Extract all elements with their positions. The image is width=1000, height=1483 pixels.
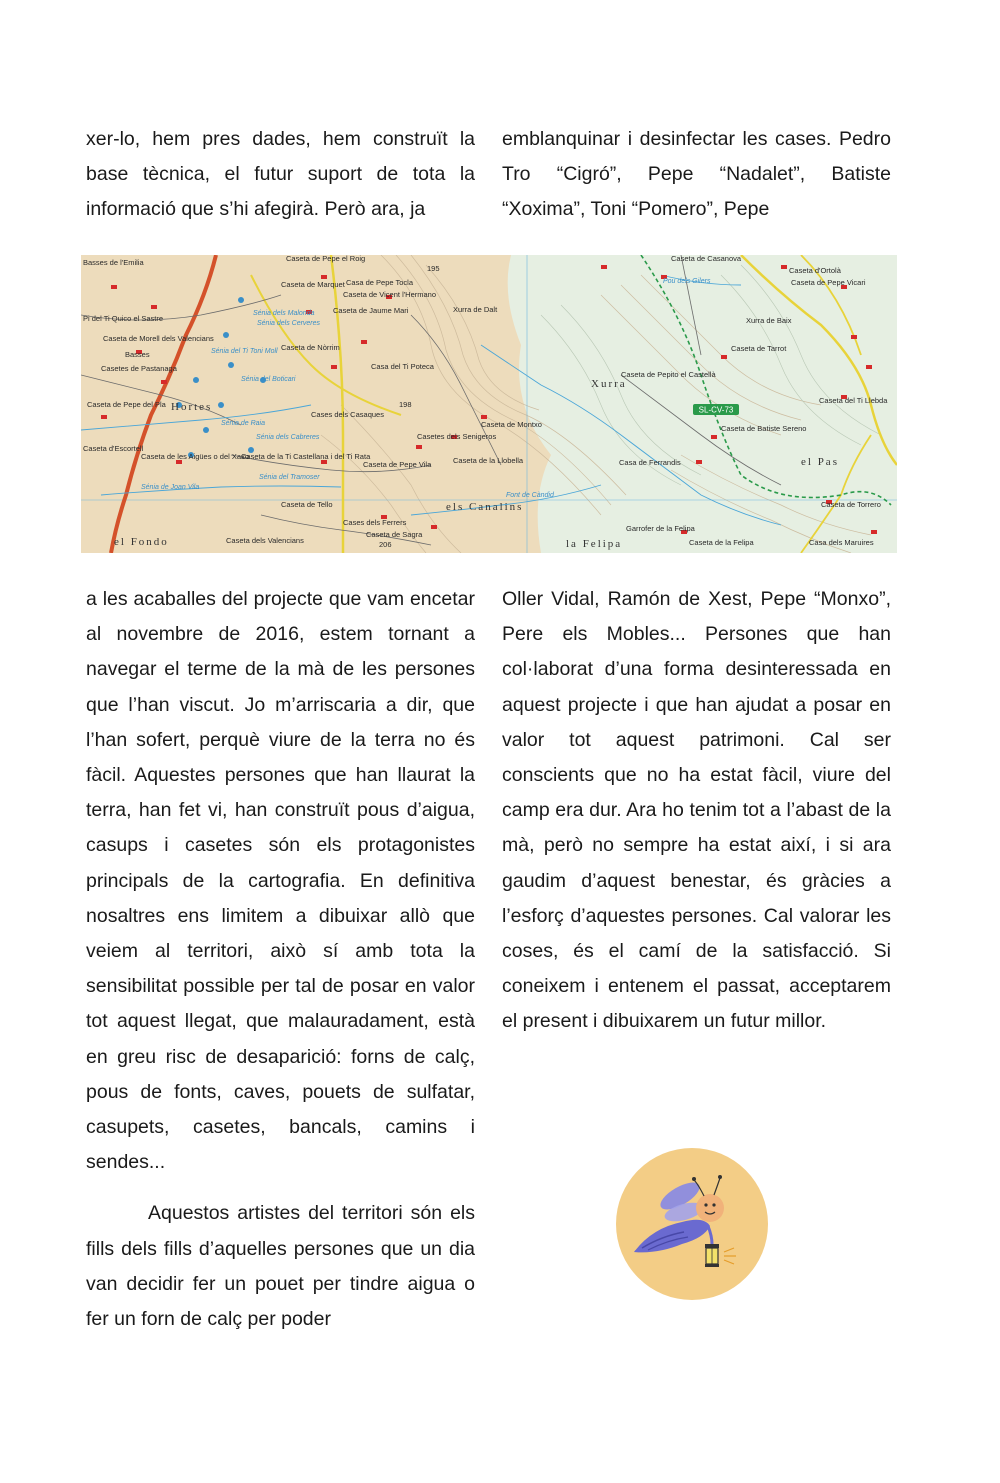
map-label: Sénia dels Malonda xyxy=(253,310,315,317)
map-label: Caseta de Marquet xyxy=(281,280,345,289)
text-column-top-right xyxy=(502,122,891,228)
map-label: Caseta d'Escortell xyxy=(83,444,144,453)
map-label: Caseta de Torrero xyxy=(821,500,881,509)
map-label: Sénia dels Cerveres xyxy=(257,320,321,327)
map-label: Sénia dels Cabreres xyxy=(256,434,320,441)
map-label: el Pas xyxy=(801,456,839,468)
firefly-logo-icon xyxy=(612,1144,772,1304)
paragraph: Oller Vidal, Ramón de Xest, Pepe “Monxo”, Pere els Mobles... Persones que han col·laborat d’una forma desinteressada en aquest projecte i que han ajudat a posar en valor tot aquest patrimoni. Cal ser conscients que no ha estat fàcil, viure del camp era dur. Ara ho tenim tot a l’abast de la mà, però no sempre ha estat així, i si ara gaudim d’aquest benestar, és gràcies a l’esforç d’aquestes persones. Cal valorar les coses, és el camí de la satisfacció. Si coneixem i entenem el passat, acceptarem el present i dibuixarem un futur millor. xyxy=(502,588,891,1033)
text-column-bottom-left xyxy=(86,582,475,1337)
map-label: Caseta de Tarrot xyxy=(731,344,787,353)
route-label: SL-CV-73 xyxy=(698,405,734,415)
map-label: Caseta de Montxo xyxy=(481,420,542,429)
map-label: Caseta de Sagra xyxy=(366,530,423,539)
map-label: Caseta de la Felipa xyxy=(689,538,754,547)
elevation-label: 195 xyxy=(427,264,440,273)
paragraph: emblanquinar i desinfectar les cases. Pedro Tro “Cigró”, Pepe “Nadalet”, Batiste “Xoxima”, Toni “Pomero”, Pepe xyxy=(502,128,891,221)
map-label: Cases dels Ferrers xyxy=(343,518,407,527)
map-label: Caseta de Jaume Mari xyxy=(333,306,409,315)
map-label: Pi del Ti Quico el Sastre xyxy=(83,314,164,323)
map-label: Caseta de Nòrrim xyxy=(281,343,340,352)
map-label: Sénia del Tramoser xyxy=(259,474,320,481)
map-label: Font de Càndid xyxy=(506,492,554,499)
map-label: Caseta de Batiste Sereno xyxy=(721,424,807,433)
map-label: Xurra xyxy=(591,378,627,390)
map-label: Sénia de Joan Vila xyxy=(141,484,200,491)
map-label: Caseta de Pepito el Castellà xyxy=(621,370,716,379)
map-label: Casa de Ferrandis xyxy=(619,458,681,467)
map-label: Hortes xyxy=(171,401,213,413)
map-label: Casa del Ti Poteca xyxy=(371,362,434,371)
map-label: Caseta de Pepe Vicari xyxy=(791,278,866,287)
paragraph: a les acaballes del projecte que vam encetar al novembre de 2016, estem tornant a navegar el terme de la mà de les persones que l’han viscut. Jo m’arriscaria a dir, que l’han sofert, perquè viure de la terra no és fàcil. Aquestes persones que han llaurat la terra, han fet vi, han construït pous d’aigua, casups i casetes són els protagonistes principals de la cartografia. En definitiva nosaltres ens limitem a dibuixar allò que veiem al territori, això sí amb tota la sensibilitat possible per tal de posar en valor tot aquest llegat, que malauradament, està en greu risc de desaparició: forns de calç, pous de fonts, caves, pouets de sulfatar, casupets, casetes, bancals, camins i sendes... xyxy=(86,588,475,1174)
map-label: Garrofer de la Felipa xyxy=(626,524,695,533)
map-label: Caseta de Vicent l'Hermano xyxy=(343,290,437,299)
map-label: Basses de l'Emilia xyxy=(83,258,144,267)
map-label: Caseta del Ti Llebda xyxy=(819,396,888,405)
map-label: Xurra de Dalt xyxy=(453,305,498,314)
topographic-map xyxy=(81,255,897,553)
map-label: la Felipa xyxy=(566,538,623,550)
elevation-label: 206 xyxy=(379,540,392,549)
map-label: Caseta dels Valencians xyxy=(226,536,304,545)
map-label: el Fondo xyxy=(114,536,169,548)
map-label: Sénia de Raia xyxy=(221,420,265,427)
map-label: Casetes dels Senigeros xyxy=(417,432,497,441)
map-label: Caseta de Pepe el Roig xyxy=(286,255,366,263)
map-label: Caseta de Morell dels Valencians xyxy=(103,334,214,343)
map-label: Caseta de Pepe Vila xyxy=(363,460,432,469)
map-label: Sénia del Ti Toni Moll xyxy=(211,348,278,355)
map-label: els Canalins xyxy=(446,501,524,513)
elevation-label: 198 xyxy=(399,400,412,409)
map-label: Casa dels Maruires xyxy=(809,538,874,547)
map-label: Caseta de la Llobella xyxy=(453,456,524,465)
paragraph: Aquestos artistes del territori són els fills dels fills d’aquelles persones que un dia van decidir fer un pouet per tindre aigua o fer un forn de calç per poder xyxy=(86,1202,475,1331)
map-label: Caseta de Pepe del Pla xyxy=(87,400,166,409)
map-label: Sénia del Boticari xyxy=(241,376,296,383)
map-label: Caseta de la Ti Castellana i del Ti Rata xyxy=(241,452,371,461)
map-label: Casetes de Pastanaga xyxy=(101,364,177,373)
paragraph: xer-lo, hem pres dades, hem construït la base tècnica, el futur suport de tota la informació que s’hi afegirà. Però ara, ja xyxy=(86,128,475,221)
map-label: Caseta de les Aigües o del Xaxo xyxy=(141,452,249,461)
map-label: Cases dels Casaques xyxy=(311,410,384,419)
map-label: Caseta de Casanova xyxy=(671,255,742,263)
map-label: Xurra de Baix xyxy=(746,316,792,325)
map-label: Caseta de Tello xyxy=(281,500,333,509)
text-column-bottom-right xyxy=(502,582,891,1040)
map-label: Casa de Pepe Tocla xyxy=(346,278,413,287)
text-column-top-left xyxy=(86,122,475,228)
map-label: Pou dels Gilers xyxy=(663,278,711,285)
map-label: Basses xyxy=(125,350,150,359)
map-label: Caseta d'Ortolà xyxy=(789,266,841,275)
